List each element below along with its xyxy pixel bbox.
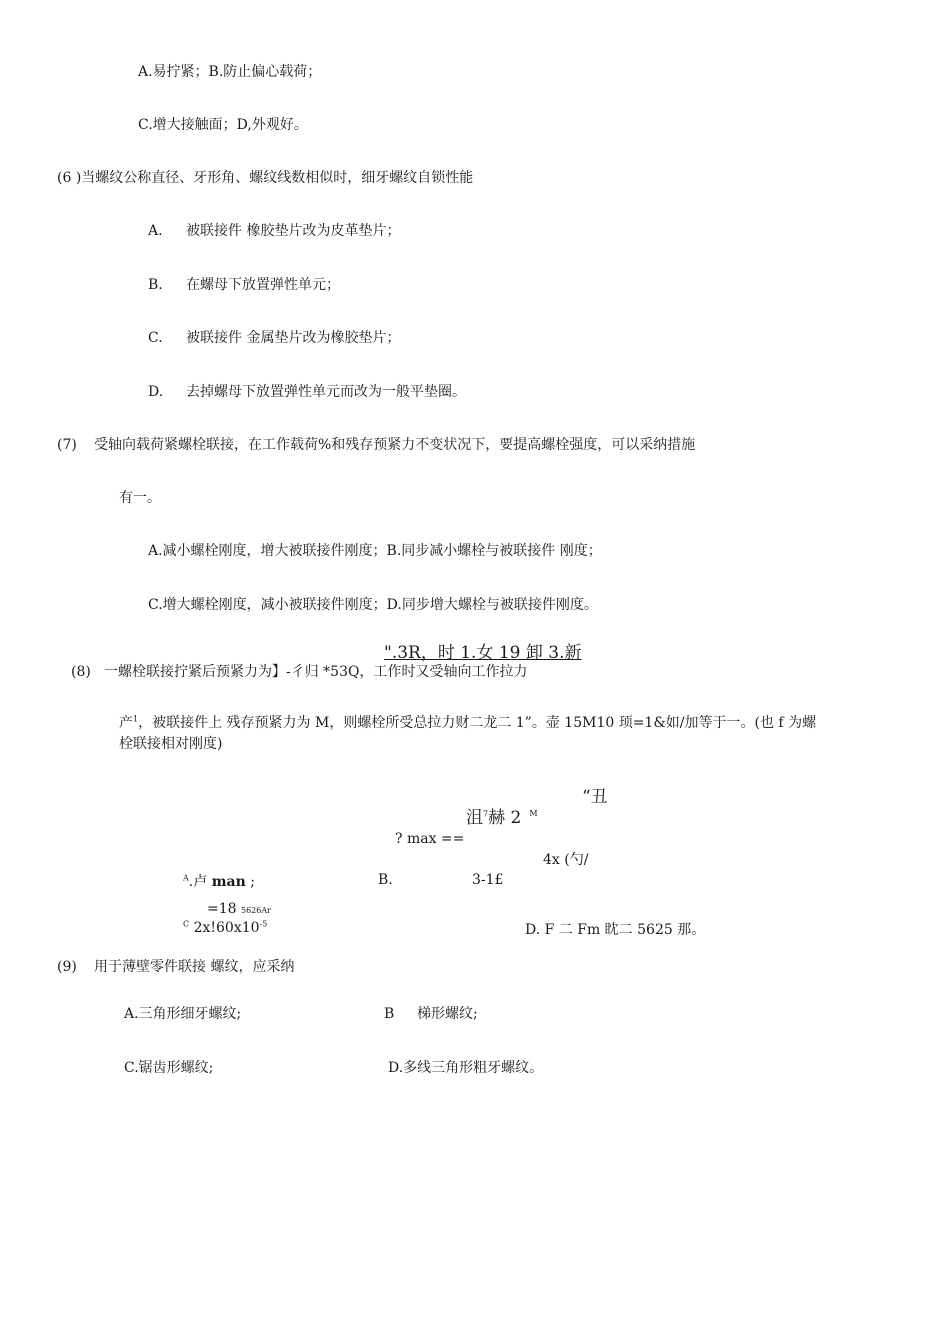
q5-option-cd: C.增大接触面；D,外观好。 [138, 117, 308, 133]
q8-option-c-sup: C [183, 919, 190, 929]
q8-option-a-end: ; [250, 874, 255, 890]
q8-formula-line2-m: M [529, 809, 538, 819]
q7-stem: 受轴向载荷紧螺栓联接，在工作载荷%和残存预紧力不变状况下，要提高螺栓强度，可以采纳措施 [94, 437, 696, 453]
q8-formula-top: “丑 [582, 787, 608, 807]
q7-option-ab: A.减小螺栓刚度，增大被联接件刚度；B.同步减小螺栓与被联接件 刚度； [148, 543, 602, 559]
q8-formula-max: ? max == [395, 831, 465, 847]
q8-option-c-num [207, 900, 271, 918]
q9-number: (9) [57, 959, 77, 975]
q8-option-c-expr: 2x!60x10 [193, 920, 260, 936]
q8-option-d: D. F 二 Fm 眈二 5625 那。 [525, 922, 706, 938]
q8-option-a-text: .卢 [188, 874, 208, 890]
q8-line2-sup: 1 [133, 714, 139, 724]
q8-number: (8) [71, 664, 91, 680]
q6-option-b-text: 在螺母下放置弹性单元； [186, 277, 340, 293]
q8-option-a-bold: man [211, 874, 246, 890]
q8-formula-line2-sup: 7 [483, 809, 489, 819]
q6-option-d-text: 去掉螺母下放置弹性单元而改为一般平垫圈。 [186, 384, 466, 400]
q9-option-b-text: 梯形螺纹; [417, 1006, 478, 1022]
q6-option-c-letter: C. [148, 330, 163, 346]
q8-option-a [183, 873, 255, 891]
q8-line2-start: 产 [119, 715, 133, 731]
q8-formula-line2-a: 沮 [466, 808, 483, 828]
q6-option-b-letter: B. [148, 277, 163, 293]
q7-option-cd: C.增大螺栓刚度，减小被联接件刚度；D.同步增大螺栓与被联接件刚度。 [148, 597, 598, 613]
q8-option-c-small: 5626Ar [241, 906, 271, 915]
q8-line2 [119, 714, 816, 732]
q5-option-ab: A.易拧紧；B.防止偏心载荷； [138, 64, 322, 80]
q8-formula-line2 [466, 808, 538, 828]
q8-option-c-exp: -5 [259, 919, 268, 929]
q8-header: ".3R，时 1.女 19 卸 3.新 [384, 643, 582, 663]
q6-option-c-text: 被联接件 金属垫片改为橡胶垫片； [186, 330, 401, 346]
q9-option-b-letter: B [384, 1006, 395, 1022]
q8-formula-line2-b: 赫 2 [488, 808, 522, 828]
q8-formula-4x: 4x (勺/ [543, 852, 589, 868]
q8-option-b-value: 3-1£ [472, 872, 504, 888]
q9-option-a: A.三角形细牙螺纹; [124, 1006, 242, 1022]
q6-option-a-letter: A. [148, 223, 163, 239]
q8-option-a-sup: A [183, 873, 189, 883]
q6-stem: (6 )当螺纹公称直径、牙形角、螺纹线数相似时，细牙螺纹自锁性能 [57, 170, 474, 186]
q7-stem-continued: 有一。 [119, 490, 161, 506]
q8-line3: 栓联接相对刚度) [119, 736, 223, 752]
q6-option-d-letter: D. [148, 384, 164, 400]
q9-stem: 用于薄壁零件联接 螺纹，应采纳 [94, 959, 295, 975]
q6-option-a-text: 被联接件 橡胶垫片改为皮革垫片； [186, 223, 401, 239]
q8-option-c [183, 919, 267, 937]
q9-option-d: D.多线三角形粗牙螺纹。 [388, 1060, 544, 1076]
q8-option-b-letter: B. [378, 872, 393, 888]
q8-line2-rest: ，被联接件上 残存预紧力为 M，则螺栓所受总拉力财二龙二 1”。壶 15M10 顼=1&如/加等于一。(也 f 为螺 [138, 715, 817, 731]
q8-option-c-num-text: =18 [207, 901, 237, 917]
q7-number: (7) [57, 437, 77, 453]
q8-stem: 一螺栓联接拧紧后预紧力为】-彳归 *53Q，工作时又受轴向工作拉力 [104, 664, 528, 680]
q9-option-c: C.锯齿形螺纹; [124, 1060, 214, 1076]
